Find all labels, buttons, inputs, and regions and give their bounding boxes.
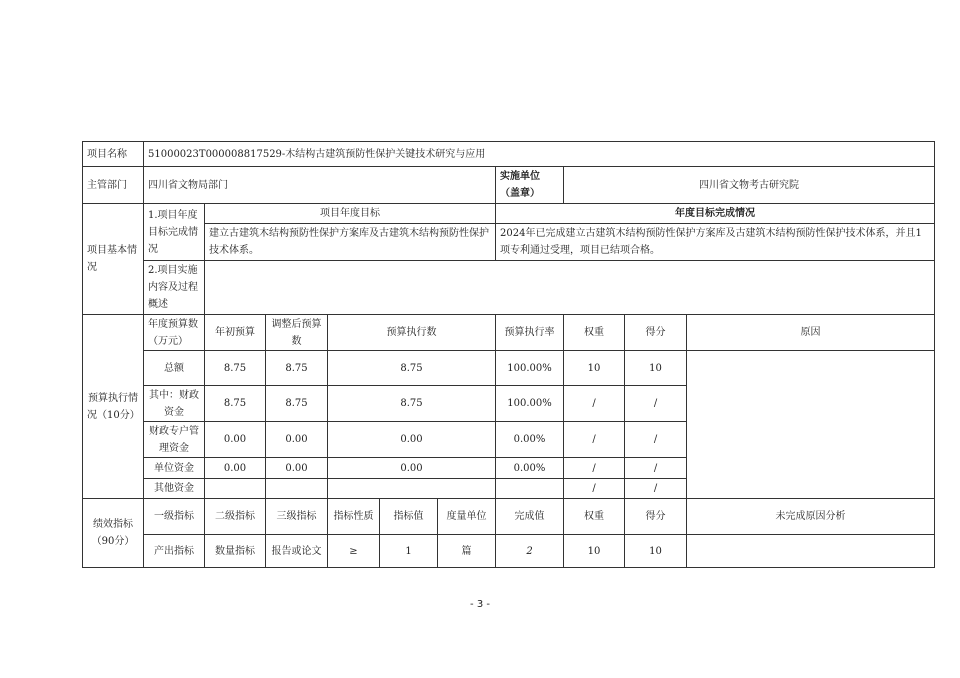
budget-executed: 0.00 — [328, 422, 496, 458]
dept-value: 四川省文物局部门 — [144, 167, 496, 204]
budget-score: 10 — [625, 351, 687, 386]
impl-unit-label-line2: （盖章） — [500, 188, 540, 199]
budget-adjusted: 0.00 — [266, 458, 328, 479]
project-name-label: 项目名称 — [83, 142, 144, 167]
completion-text: 2024年已完成建立古建筑木结构预防性保护方案库及古建筑木结构预防性保护技术体系，并且1项专利通过受理，项目已结项合格。 — [496, 224, 935, 261]
budget-rate: 100.00% — [496, 351, 564, 386]
perf-header-level3: 三级指标 — [266, 499, 328, 535]
budget-weight: 10 — [564, 351, 625, 386]
budget-rate — [496, 479, 564, 499]
perf-analysis — [687, 535, 935, 568]
budget-row-label: 其他资金 — [144, 479, 205, 499]
perf-header-weight: 权重 — [564, 499, 625, 535]
perf-weight: 10 — [564, 535, 625, 568]
budget-score: / — [625, 479, 687, 499]
impl-unit-value: 四川省文物考古研究院 — [564, 167, 935, 204]
perf-value: 1 — [380, 535, 438, 568]
budget-weight: / — [564, 386, 625, 422]
perf-header-level2: 二级指标 — [205, 499, 266, 535]
budget-initial: 8.75 — [205, 386, 266, 422]
dept-label: 主管部门 — [83, 167, 144, 204]
budget-row-label: 财政专户管理资金 — [144, 422, 205, 458]
budget-reason — [687, 351, 935, 499]
budget-initial: 0.00 — [205, 458, 266, 479]
budget-header-rate: 预算执行率 — [496, 315, 564, 351]
budget-header-weight: 权重 — [564, 315, 625, 351]
perf-header-level1: 一级指标 — [144, 499, 205, 535]
perf-header-completed: 完成值 — [496, 499, 564, 535]
target-header: 项目年度目标 — [205, 204, 496, 224]
budget-header-reason: 原因 — [687, 315, 935, 351]
perf-header-nature: 指标性质 — [328, 499, 380, 535]
project-name-value: 51000023T000008817529-木结构古建筑预防性保护关键技术研究与应用 — [144, 142, 935, 167]
budget-section-label: 预算执行情况（10分） — [83, 315, 144, 499]
performance-table — [82, 141, 935, 568]
impl-content — [205, 261, 935, 315]
budget-header-executed: 预算执行数 — [328, 315, 496, 351]
budget-weight: / — [564, 458, 625, 479]
budget-rate: 100.00% — [496, 386, 564, 422]
budget-initial: 0.00 — [205, 422, 266, 458]
budget-header-adjusted: 调整后预算数 — [266, 315, 328, 351]
budget-executed: 0.00 — [328, 458, 496, 479]
basic-info-label: 项目基本情况 — [83, 204, 144, 315]
budget-header-annual: 年度预算数（万元） — [144, 315, 205, 351]
perf-header-score: 得分 — [625, 499, 687, 535]
budget-score: / — [625, 458, 687, 479]
impl-unit-label — [496, 167, 564, 204]
impl-item-label: 2.项目实施内容及过程概述 — [144, 261, 205, 315]
budget-row-label: 总额 — [144, 351, 205, 386]
budget-row-label: 单位资金 — [144, 458, 205, 479]
budget-rate: 0.00% — [496, 422, 564, 458]
perf-header-value: 指标值 — [380, 499, 438, 535]
budget-header-initial: 年初预算 — [205, 315, 266, 351]
target-text: 建立古建筑木结构预防性保护方案库及古建筑木结构预防性保护技术体系。 — [205, 224, 496, 261]
budget-initial — [205, 479, 266, 499]
budget-adjusted — [266, 479, 328, 499]
budget-weight: / — [564, 422, 625, 458]
budget-score: / — [625, 422, 687, 458]
budget-adjusted: 0.00 — [266, 422, 328, 458]
budget-executed: 8.75 — [328, 386, 496, 422]
perf-nature: ≥ — [328, 535, 380, 568]
budget-executed — [328, 479, 496, 499]
perf-unit: 篇 — [438, 535, 496, 568]
budget-adjusted: 8.75 — [266, 386, 328, 422]
perf-score: 10 — [625, 535, 687, 568]
table-row — [83, 535, 935, 568]
perf-completed: 2 — [496, 535, 564, 568]
budget-weight: / — [564, 479, 625, 499]
budget-initial: 8.75 — [205, 351, 266, 386]
page-number: - 3 - — [470, 599, 490, 610]
perf-section-label: 绩效指标（90分） — [83, 499, 144, 568]
perf-level1: 产出指标 — [144, 535, 205, 568]
table-row — [83, 351, 935, 386]
impl-unit-label-line1: 实施单位 — [500, 171, 540, 182]
perf-level2: 数量指标 — [205, 535, 266, 568]
budget-header-score: 得分 — [625, 315, 687, 351]
budget-adjusted: 8.75 — [266, 351, 328, 386]
budget-score: / — [625, 386, 687, 422]
budget-row-label: 其中：财政资金 — [144, 386, 205, 422]
budget-rate: 0.00% — [496, 458, 564, 479]
perf-header-analysis: 未完成原因分析 — [687, 499, 935, 535]
perf-level3: 报告或论文 — [266, 535, 328, 568]
target-item-label: 1.项目年度目标完成情况 — [144, 204, 205, 261]
completion-header: 年度目标完成情况 — [496, 204, 935, 224]
perf-header-unit: 度量单位 — [438, 499, 496, 535]
budget-executed: 8.75 — [328, 351, 496, 386]
